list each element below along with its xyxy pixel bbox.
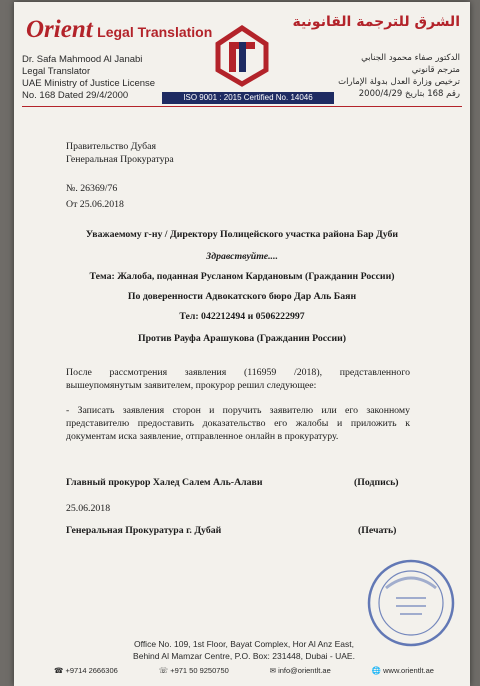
- company-logo: [212, 24, 272, 88]
- translator-line-ar: ترخيص وزارة العدل بدولة الإمارات: [338, 77, 460, 87]
- document-sheet: [14, 2, 470, 686]
- subject-line: Тема: Жалоба, поданная Русланом Кардановым (Гражданин России): [89, 271, 395, 282]
- footer-contacts: [54, 666, 434, 675]
- website-contact: 🌐 www.orientlt.ae: [371, 666, 434, 675]
- mobile-contact: ☏ +971 50 9250750: [158, 666, 229, 675]
- signature-label: (Подпись): [354, 477, 399, 488]
- prosecutor-name: Главный прокурор Халед Салем Аль-Алави: [66, 477, 263, 488]
- brand-name: Legal Translation: [97, 24, 213, 40]
- address-line: Office No. 109, 1st Floor, Bayat Complex, Hor Al Anz East,: [134, 639, 354, 649]
- recipient-line: Уважаемому г-ну / Директору Полицейского участка района Бар Дуби: [85, 229, 399, 240]
- translator-line-ar: الدكتور صفاء محمود الجنابي: [361, 53, 460, 63]
- telephone-line: Тел: 042212494 и 0506222997: [179, 311, 305, 322]
- against-line: Против Рауфа Арашукова (Гражданин России): [137, 333, 347, 344]
- addressee-line: Правительство Дубая: [66, 141, 157, 152]
- translator-line: Legal Translator: [22, 66, 91, 77]
- translator-line: Dr. Safa Mahmood Al Janabi: [22, 54, 143, 65]
- email-address: info@orientlt.ae: [278, 666, 331, 675]
- reference-number: №. 26369/76: [66, 183, 118, 194]
- brand-english: [26, 16, 212, 44]
- greeting: Здравствуйте....: [206, 251, 278, 262]
- brand-arabic: الشرق للترجمة القانونية: [292, 14, 460, 30]
- order-paragraph: - Записать заявления сторон и поручить заявителю или его законному представителю предоставить доказательство его жалобы и приложить к документам иска заявление, отправленное онлайн в прокуратуру.: [66, 405, 410, 442]
- iso-certificate-banner: ISO 9001 : 2015 Certified No. 14046: [162, 92, 334, 104]
- decision-paragraph: После рассмотрения заявления (116959 /2018), представленного вышеупомянутым заявителем, прокурор решил следующее:: [66, 367, 410, 391]
- signature-date: 25.06.2018: [66, 503, 111, 514]
- translator-stamp: [366, 558, 456, 648]
- phone-number: +9714 2666306: [65, 666, 118, 675]
- translator-details-ar: [338, 52, 460, 100]
- email-contact: ✉ info@orientlt.ae: [269, 666, 331, 675]
- seal-label: (Печать): [358, 525, 397, 536]
- footer-address: [74, 638, 414, 662]
- mobile-number: +971 50 9250750: [170, 666, 229, 675]
- brand-script: Orient: [26, 16, 93, 43]
- header-divider: [22, 106, 462, 107]
- addressee-line: Генеральная Прокуратура: [66, 154, 174, 165]
- attorney-line: По доверенности Адвокатского бюро Дар Аль Баян: [127, 291, 357, 302]
- letter-date: От 25.06.2018: [66, 199, 124, 210]
- addressee-block: [66, 140, 174, 166]
- translator-line: No. 168 Dated 29/4/2000: [22, 90, 129, 101]
- translator-line-ar: رقم 168 بتاريخ 2000/4/29: [358, 89, 460, 99]
- address-line: Behind Al Mamzar Centre, P.O. Box: 231448, Dubai - UAE.: [133, 651, 355, 661]
- office-name: Генеральная Прокуратура г. Дубай: [66, 525, 222, 536]
- phone-contact: ☎ +9714 2666306: [54, 666, 118, 675]
- translator-line: UAE Ministry of Justice License: [22, 78, 156, 89]
- translator-line-ar: مترجم قانوني: [411, 65, 460, 75]
- translator-details-en: [22, 54, 155, 102]
- website-url: www.orientlt.ae: [383, 666, 434, 675]
